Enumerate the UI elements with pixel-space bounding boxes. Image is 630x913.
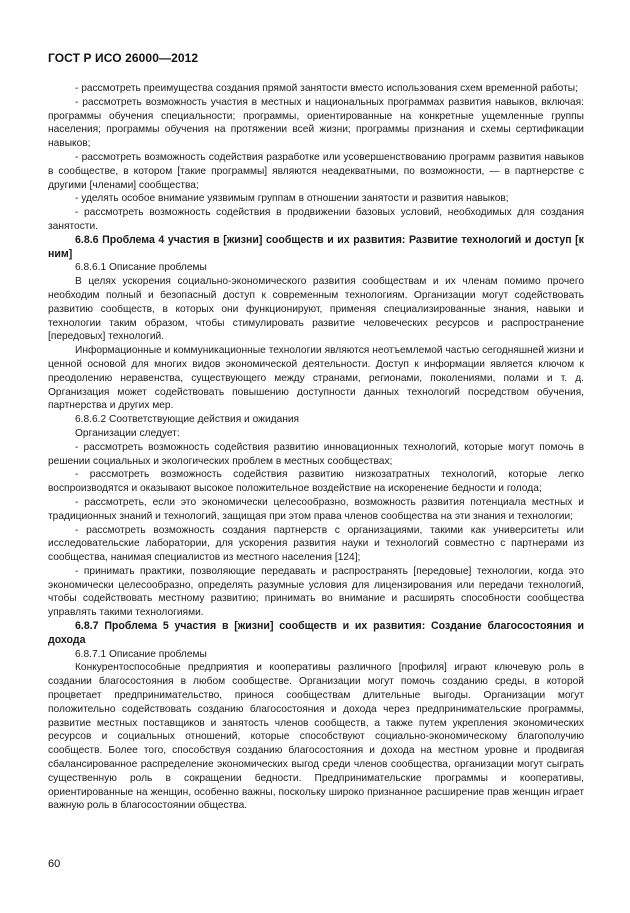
list-item: - рассмотреть возможность содействия разработке или усовершенствованию программ развития навыков в сообществе, в котором [такие программы] являются неадекватными, по возможности, — в партнерстве с другими [членами] сообщества; <box>48 151 584 191</box>
document-body <box>48 82 584 813</box>
body-paragraph: Организации следует: <box>75 427 180 439</box>
body-paragraph: Информационные и коммуникационные технологии являются неотъемлемой частью сегодняшней жизни и ценной основой для многих видов экономической деятельности. Доступ к информации является ключом к преодолению неравенства, существующего между странами, регионами, поколениями, полами и т. д. Организация может содействовать повышению доступности данных технологий посредством обучения, партнерства и других мер. <box>48 345 584 412</box>
body-paragraph: Конкурентоспособные предприятия и кооперативы различного [профиля] играют ключевую роль в создании благосостояния в любом сообществе. Организации могут помочь созданию среды, в которой процветает предпринимательство, принося сообществам длительные выгоды. Организации могут положительно содействовать созданию благосостояния и дохода через предпринимательские программы, развитие местных поставщиков и занятость членов сообществ, а также путем укрепления экономических ресурсов и социальных отношений, которые способствуют социально-экономическому благополучию сообществ. Более того, способствуя созданию благосостояния и дохода на местном уровне и продвигая сбалансированное распределение экономических выгод среди членов сообщества, организации могут сыграть существенную роль в сокращении бедности. Предпринимательские программы и кооперативы, ориентированные на женщин, особенно важны, поскольку широко признанное расширение прав женщин играет важную роль в благосостоянии общества. <box>48 662 584 812</box>
list-item: - рассмотреть возможность участия в местных и национальных программах развития навыков, включая: программы обучения специальности; программы, ориентированные на конкретные ущемленные группы населения; программы обучения на протяжении всей жизни; программы признания и схемы сертификации навыков; <box>48 96 584 150</box>
subsection-heading-6-8-6-1: 6.8.6.1 Описание проблемы <box>75 262 207 274</box>
section-heading-6-8-6: 6.8.6 Проблема 4 участия в [жизни] сообществ и их развития: Развитие технологий и доступ [к ним] <box>48 233 584 260</box>
list-item: - рассмотреть возможность содействия в продвижении базовых условий, необходимых для создания занятости. <box>48 207 584 232</box>
list-item: - принимать практики, позволяющие передавать и распространять [передовые] технологии, когда это экономически целесообразно, определять разумные условия для лицензирования или передачи технологий, чтобы содействовать местному развитию; принимать во внимание и расширять способности сообщества управлять такими технологиями. <box>48 565 584 619</box>
list-item: - рассмотреть преимущества создания прямой занятости вместо использования схем временной работы; <box>75 83 578 94</box>
subsection-heading-6-8-7-1: 6.8.7.1 Описание проблемы <box>75 648 207 660</box>
list-item: - уделять особое внимание уязвимым группам в отношении занятости и развития навыков; <box>75 193 509 205</box>
list-item: - рассмотреть возможность создания партнерств с организациями, такими как университеты или исследовательские лаборатории, для ускорения развития науки и технологий совместно с партнерами из сообщества, нанимая специалистов из местного населения [124]; <box>48 524 584 564</box>
subsection-heading-6-8-6-2: 6.8.6.2 Соответствующие действия и ожидания <box>75 414 300 426</box>
list-item: - рассмотреть возможность содействия развитию инновационных технологий, которые могут помочь в решении социальных и экологических проблем в местных сообществах; <box>48 441 584 467</box>
list-item: - рассмотреть, если это экономически целесообразно, возможность развития потенциала местных и традиционных знаний и технологий, защищая при этом права членов сообщества на эти знания и технологии; <box>48 496 584 522</box>
body-paragraph: В целях ускорения социально-экономического развития сообществам и их членам помимо прочего необходим полный и безопасный доступ к современным технологиям. Организации могут содействовать развитию сообществ, в которых они функционируют, применяя специализированные знания, навыки и технологии таким образом, чтобы стимулировать развитие человеческих ресурсов и распространение [передовых] технологий. <box>48 276 584 343</box>
page-number: 60 <box>48 858 61 870</box>
list-item: - рассмотреть возможность содействия развитию низкозатратных технологий, которые легко воспроизводятся и оказывают высокое положительное воздействие на искоренение бедности и голода; <box>48 469 584 495</box>
standard-header: ГОСТ Р ИСО 26000—2012 <box>48 51 199 65</box>
section-heading-6-8-7: 6.8.7 Проблема 5 участия в [жизни] сообществ и их развития: Создание благосостояния и дохода <box>48 620 584 646</box>
